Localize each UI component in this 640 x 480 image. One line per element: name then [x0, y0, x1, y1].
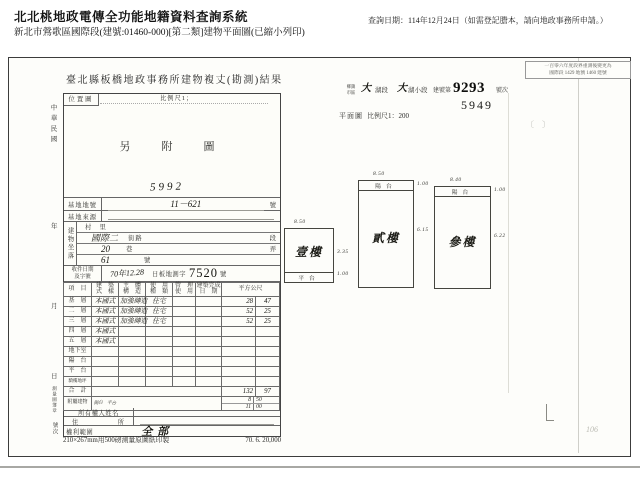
seat-street-hw: 國際二 [91, 233, 119, 244]
location-hw-number: 5992 [149, 180, 185, 194]
grid-row-total: 合 計 132 97 [64, 386, 280, 396]
annex-value-row: 8 50 [222, 397, 279, 404]
building-no-prefix: 建號第 [433, 88, 452, 94]
bld3-top-dim: 8.40 [450, 177, 462, 183]
receipt-label [64, 266, 102, 281]
floor-grid [63, 282, 280, 411]
grid-row-floor5: 五 層 本國式 [64, 336, 280, 346]
bld2-strip: 陽台 [359, 181, 413, 191]
section-prefix-hw: 大 [361, 83, 371, 94]
seat-street-mid: 街路 [128, 235, 143, 243]
print-note: 210×267mm用500磅測量原圖紙印製 [63, 437, 170, 444]
subsection-label: 湖小段 [408, 87, 428, 94]
seat-street-end: 段 [269, 235, 277, 243]
bld3-strip-dim: 1.00 [494, 187, 506, 193]
bld2-name: 貳樓 [371, 231, 400, 245]
site-no-value: 11－621 [108, 197, 264, 211]
seat-lane-end: 弄 [269, 246, 277, 254]
annex-hw-2: 平台 [106, 399, 116, 406]
seat-lane-mid: 巷 [126, 246, 134, 254]
margin-serial: 號次 [51, 422, 58, 435]
grid-header: 主 體 構 造 [119, 283, 146, 297]
plan-scale: 比例尺1：200 [367, 112, 409, 120]
annex-hw-1: 陽台 [93, 399, 104, 406]
township-label [346, 84, 356, 95]
receipt-mid: 日板地測字 [152, 271, 186, 278]
seat-lane-hw: 20 [101, 243, 110, 254]
building-no-stamp: 9293 [453, 80, 485, 96]
site-source-row [64, 211, 280, 222]
building-no-new: 5949 [461, 98, 493, 112]
building-2 [358, 180, 414, 288]
seat-door-hw: 61 [101, 254, 110, 265]
grid-header: 使 用 種 類 [146, 283, 173, 297]
bld2-side-dim: 6.15 [417, 227, 429, 233]
grid-header: 建築完成 日 期 [196, 283, 221, 296]
site-no-unit: 號 [269, 201, 277, 209]
fold-line [508, 93, 509, 393]
remark-line-1: 一百零六年度段界重測後變更為 [544, 64, 612, 69]
stray-mark [546, 404, 554, 421]
grid-row-floor3: 三 層 本國式 加強磚造 住宅 52 25 [64, 316, 280, 326]
seat-label: 建物坐落 [64, 222, 77, 265]
receipt-unit: 號 [219, 271, 228, 278]
system-title: 北北桃地政電傳全功能地籍資料查詢系統 [14, 10, 249, 24]
margin-era: 中華民國 [49, 104, 57, 146]
margin-month: 月 [51, 303, 58, 310]
building-1 [284, 228, 334, 283]
site-no-row [64, 198, 280, 211]
grid-row-platform: 平 台 [64, 366, 280, 376]
site-source-blank [108, 212, 274, 220]
location-scale: 比例尺1； [160, 95, 194, 102]
owner-label: 所有權人姓名 [64, 408, 134, 416]
document-subtitle: 新北市鶯歌區國際段(建號:01460-000)[第二類]建物平面圖(已縮小列印) [14, 28, 305, 38]
seat-block [64, 222, 280, 266]
survey-form [63, 93, 281, 437]
subsection-prefix-hw: 大 [397, 83, 407, 94]
remark-box [525, 61, 631, 79]
print-code: 70. 6. 20,000 [245, 437, 281, 444]
seat-village-label: 村 里 [85, 224, 107, 232]
address-label-right: 所 [117, 418, 125, 426]
grid-header-row [64, 283, 280, 297]
grid-header: 管 理 使 用 [173, 283, 196, 297]
grid-row-basement: 地下室 [64, 346, 280, 356]
building-3 [434, 186, 491, 289]
site-no-label: 基地地號 [64, 198, 102, 210]
building-no-suffix: 號次 [496, 88, 509, 94]
receipt-label-2: 及字號 [74, 273, 91, 280]
receipt-number: 7520 [188, 266, 218, 280]
form-title: 臺北縣板橋地政事務所建物複丈(勘測)結果 [66, 75, 283, 86]
bld3-strip: 陽台 [435, 187, 490, 197]
location-center-text: 另 附 圖 [119, 141, 225, 153]
bld1-side-dim: 3.35 [337, 249, 349, 255]
ruled-line [100, 102, 268, 104]
location-map-box [64, 94, 280, 198]
window-bottom-edge [0, 466, 640, 468]
grid-header: 平方公尺 [222, 283, 280, 297]
bld2-strip-dim: 1.00 [417, 181, 429, 187]
bld1-strip: 平台 [285, 272, 333, 282]
fold-line [578, 58, 579, 453]
township-label-text: 鄉鎮市區 [346, 84, 356, 95]
grid-row-annex: 附屬建物 陽台 平台 8 50 11 00 [64, 396, 280, 410]
grid-row-floor4: 四 層 本國式 [64, 326, 280, 336]
faint-handwriting: 106 [586, 425, 598, 434]
margin-day: 日 [51, 373, 58, 380]
grid-row-floor2: 二 層 本國式 加強磚造 住宅 52 25 [64, 306, 280, 316]
seat-door-row [77, 255, 280, 265]
print-note-row [63, 438, 281, 445]
grid-row-balcony: 陽 台 [64, 356, 280, 366]
rights-label: 權利範圍 [66, 428, 94, 436]
bld3-name: 參樓 [448, 235, 477, 249]
seat-lane-row [77, 244, 280, 255]
address-label [64, 417, 134, 425]
section-label: 湖段 [375, 87, 388, 94]
location-map-label: 位置圖 [64, 94, 99, 106]
remark-line-2: 國際段 1429 地號 1460 建號 [549, 71, 607, 77]
grid-row-arcade: 騎樓地坪 [64, 376, 280, 386]
seat-door-end: 號 [144, 257, 152, 265]
margin-stamp: 測量圖簿章 [52, 386, 58, 414]
scan-area [8, 57, 631, 457]
receipt-date-hw: 70年12.28 [109, 267, 145, 279]
plan-label: 平面圖 [339, 112, 363, 120]
bld2-top-dim: 8.50 [373, 171, 385, 177]
bld1-top-dim: 8.50 [294, 219, 306, 225]
bracket-marks: 〔 〕 [526, 120, 550, 129]
bld1-strip-dim: 1.00 [337, 271, 349, 277]
site-source-label: 基地來源 [64, 211, 102, 221]
grid-header: 項 目 [64, 283, 92, 297]
rights-value: 全部 [141, 426, 174, 438]
grid-header: 建 築 式 樣 [92, 283, 119, 297]
owner-row [64, 408, 280, 417]
address-label-left: 住 [72, 418, 80, 426]
bld1-name: 壹樓 [294, 245, 323, 259]
rights-row [64, 426, 280, 436]
bld3-side-dim: 6.22 [494, 233, 506, 239]
annex-value-row: 11 00 [222, 404, 279, 410]
query-date: 查詢日期：114年12月24日（如需登記謄本，請向地政事務所申請。） [368, 16, 608, 25]
receipt-label-1: 收件日期 [71, 266, 94, 273]
margin-year: 年 [51, 223, 58, 230]
receipt-row [64, 266, 280, 282]
seat-street-row [77, 233, 280, 244]
grid-row-floor1: 基 層 本國式 加強磚造 住宅 28 47 [64, 296, 280, 306]
